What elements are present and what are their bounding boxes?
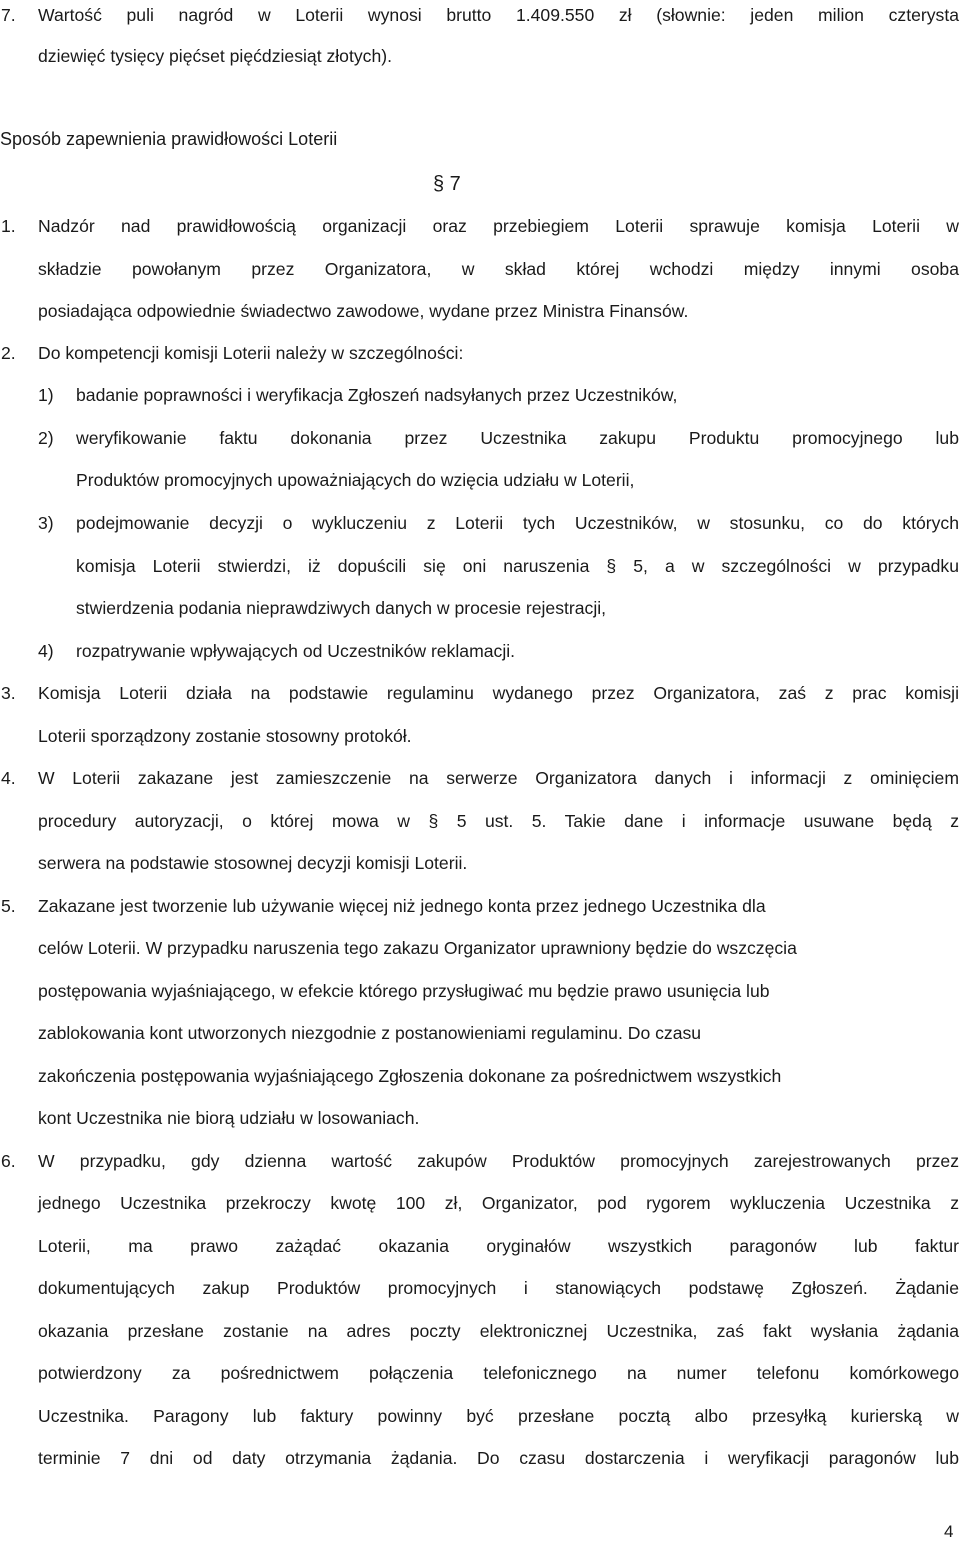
item-7-number: 7.: [1, 5, 16, 25]
point-6-line-6: potwierdzony za pośrednictwem połączenia telefonicznego na numer telefonu komórkowego: [38, 1363, 959, 1383]
point-6-line-5: okazania przesłane zostanie na adres poczty elektronicznej Uczestnika, zaś fakt wysłania żądania: [38, 1321, 959, 1341]
point-1-number: 1.: [1, 216, 16, 236]
subitem-2-line-2: Produktów promocyjnych upoważniających do wzięcia udziału w Loterii,: [76, 470, 635, 490]
point-5-line-4: zablokowania kont utworzonych niezgodnie z postanowieniami regulaminu. Do czasu: [38, 1023, 702, 1043]
point-6-number: 6.: [1, 1151, 16, 1171]
point-5-line-1: Zakazane jest tworzenie lub używanie więcej niż jednego konta przez jednego Uczestnika dla: [38, 896, 766, 916]
point-1-line-3: posiadająca odpowiednie świadectwo zawodowe, wydane przez Ministra Finansów.: [38, 301, 689, 321]
point-6-line-3: Loterii, ma prawo zażądać okazania oryginałów wszystkich paragonów lub faktur: [38, 1236, 959, 1256]
subitem-3-line-3: stwierdzenia podania nieprawdziwych danych w procesie rejestracji,: [76, 598, 607, 618]
subitem-3-line-2: komisja Loterii stwierdzi, iż dopuścili się oni naruszenia § 5, a w szczególności w przypadku: [76, 556, 959, 576]
page-number: 4: [944, 1522, 954, 1541]
point-5-number: 5.: [1, 896, 16, 916]
point-6-line-2: jednego Uczestnika przekroczy kwotę 100 zł, Organizator, pod rygorem wykluczenia Uczestnika z: [38, 1193, 959, 1213]
point-3-line-1: Komisja Loterii działa na podstawie regulaminu wydanego przez Organizatora, zaś z prac komisji: [38, 683, 959, 703]
item-7-line-2: dziewięć tysięcy pięćset pięćdziesiąt złotych).: [38, 46, 392, 66]
point-6-line-1: W przypadku, gdy dzienna wartość zakupów Produktów promocyjnych zarejestrowanych przez: [38, 1151, 959, 1171]
point-2-number: 2.: [1, 343, 16, 363]
point-3-line-2: Loterii sporządzony zostanie stosowny protokół.: [38, 726, 412, 746]
subitem-1-number: 1): [38, 385, 54, 405]
point-1-line-1: Nadzór nad prawidłowością organizacji oraz przebiegiem Loterii sprawuje komisja Loterii w: [38, 216, 959, 236]
point-1-line-2: składzie powołanym przez Organizatora, w skład której wchodzi między innymi osoba: [38, 259, 959, 279]
point-5-line-2: celów Loterii. W przypadku naruszenia tego zakazu Organizator uprawniony będzie do wszczęcia: [38, 938, 797, 958]
point-5-line-3: postępowania wyjaśniającego, w efekcie którego przysługiwać mu będzie prawo usunięcia lub: [38, 981, 770, 1001]
section-mark: § 7: [433, 173, 461, 195]
subitem-4-number: 4): [38, 641, 54, 661]
point-6-line-8: terminie 7 dni od daty otrzymania żądania. Do czasu dostarczenia i weryfikacji paragonów lub: [38, 1448, 959, 1468]
subitem-3-number: 3): [38, 513, 54, 533]
subitem-2-number: 2): [38, 428, 54, 448]
subitem-4-line-1: rozpatrywanie wpływających od Uczestników reklamacji.: [76, 641, 516, 661]
subitem-1-line-1: badanie poprawności i weryfikacja Zgłoszeń nadsyłanych przez Uczestników,: [76, 385, 678, 405]
point-5-line-5: zakończenia postępowania wyjaśniającego Zgłoszenia dokonane za pośrednictwem wszystkich: [38, 1066, 782, 1086]
point-6-line-4: dokumentujących zakup Produktów promocyjnych i stanowiących podstawę Zgłoszeń. Żądanie: [38, 1278, 959, 1298]
point-5-line-6: kont Uczestnika nie biorą udziału w losowaniach.: [38, 1108, 420, 1128]
point-2-line-1: Do kompetencji komisji Loterii należy w szczególności:: [38, 343, 464, 363]
point-4-line-2: procedury autoryzacji, o której mowa w § 5 ust. 5. Takie dane i informacje usuwane będą z: [38, 811, 959, 831]
subitem-2-line-1: weryfikowanie faktu dokonania przez Uczestnika zakupu Produktu promocyjnego lub: [76, 428, 959, 448]
point-6-line-7: Uczestnika. Paragony lub faktury powinny być przesłane pocztą albo przesyłką kurierską w: [38, 1406, 959, 1426]
item-7-line-1: Wartość puli nagród w Loterii wynosi brutto 1.409.550 zł (słownie: jeden milion czterysta: [38, 5, 959, 25]
subitem-3-line-1: podejmowanie decyzji o wykluczeniu z Loterii tych Uczestników, w stosunku, co do których: [76, 513, 959, 533]
point-4-line-3: serwera na podstawie stosownej decyzji komisji Loterii.: [38, 853, 468, 873]
point-4-number: 4.: [1, 768, 16, 788]
point-4-line-1: W Loterii zakazane jest zamieszczenie na serwerze Organizatora danych i informacji z ominięciem: [38, 768, 959, 788]
point-3-number: 3.: [1, 683, 16, 703]
section-heading: Sposób zapewnienia prawidłowości Loterii: [0, 129, 338, 149]
